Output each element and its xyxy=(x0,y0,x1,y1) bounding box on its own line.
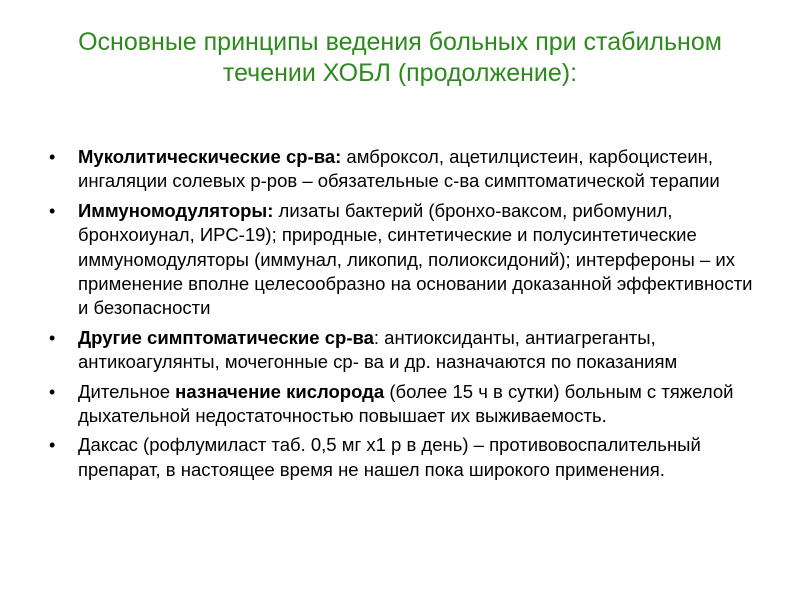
slide-title-line-2: течении ХОБЛ (продолжение): xyxy=(222,59,578,87)
bullet-text: амброксол, ацетилцистеин, карбоцистеин, ингаляции солевых р-ров – обязательные с-ва симптоматической терапии xyxy=(78,146,720,192)
bullet-heading: назначение кислорода xyxy=(175,380,385,402)
bullet-list xyxy=(44,145,764,487)
bullet-item-oxygen xyxy=(44,380,764,429)
bullet-text: : антиоксиданты, антиагреганты, антикоагулянты, мочегонные ср- ва и др. назначаются по показаниям xyxy=(78,326,678,373)
bullet-heading: Муколитическические ср-ва: xyxy=(78,146,342,167)
slide-title-line-1: Основные принципы ведения больных при стабильном xyxy=(78,28,722,56)
bullet-marker: • xyxy=(49,327,56,348)
bullet-text: Даксас (рофлумиласт таб. 0,5 мг х1 р в день) – противовоспалительный препарат, в настоящее время не нашел пока широкого применения. xyxy=(78,434,701,480)
bullet-marker: • xyxy=(49,435,56,456)
bullet-text-prefix: Дительное xyxy=(78,380,176,402)
bullet-text: лизаты бактерий (бронхо-ваксом, рибомунил, бронхоиунал, ИРС-19); природные, синтетические и полусинтетические иммуномодуляторы (иммунал, ликопид, полиоксидоний); интерфероны – их применение вполне целесообразно на основании доказанной эффективности и безопасности xyxy=(78,199,753,319)
bullet-marker: • xyxy=(49,381,56,402)
bullet-heading: Другие симптоматические ср-ва xyxy=(78,326,374,348)
slide-title xyxy=(40,27,760,89)
bullet-marker: • xyxy=(49,200,56,221)
bullet-item-other-symptomatic xyxy=(44,326,764,375)
bullet-item-mucolytics xyxy=(44,145,764,194)
bullet-item-immunomodulators xyxy=(44,199,764,321)
bullet-heading: Иммуномодуляторы: xyxy=(78,199,274,221)
bullet-item-daxas xyxy=(44,433,764,482)
bullet-text: (более 15 ч в сутки) больным с тяжелой дыхательной недостаточностью повышает их выживаемость. xyxy=(78,380,734,427)
bullet-marker: • xyxy=(49,147,56,167)
